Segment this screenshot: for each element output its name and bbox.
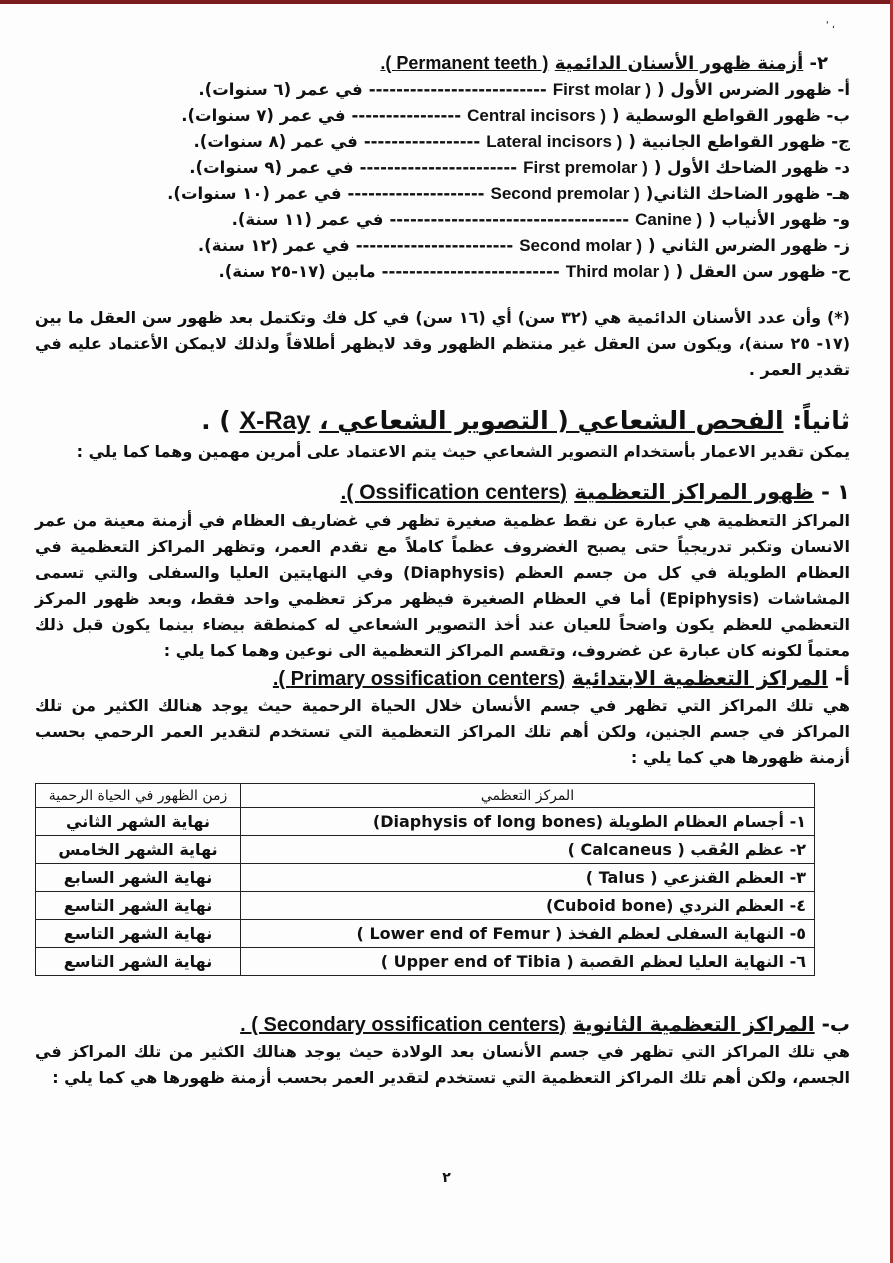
table-header-center: المركز التعظمي — [241, 784, 815, 808]
table-row — [36, 892, 815, 920]
tooth-dash-leader: ----------------------------------- — [389, 210, 630, 229]
tooth-dash-leader: -------------------------- — [381, 262, 560, 281]
ossification-paragraph: المراكز التعظمية هي عبارة عن نقط عظمية صغيرة تظهر في غضاريف العظام في أزمنة معينة من عمر الانسان وتكبر تدريجياً حتى يصبح الغضروف عظماً كاملاً مع تقدم العمر، وتظهر المراكز التعظمية في العظام الطويلة في كل من جسم العظم (Diaphysis) وفي النهايتين العليا والسفلى والتي تسمى المشاشات (Epiphysis) أما في العظام الصغيرة فيظهر مركز تعظمي واحد فقط، وبعد ظهور المركز التعظمي للعظم يكون واضحاً للعيان عند أخذ التصوير الشعاعي له كمنطقة بيضاء بينما يكون قبل ذلك معتماً لكونه كان عبارة عن غضروف، وتقسم المراكز التعظمية الى نوعين وهما كما يلي : — [35, 511, 850, 660]
tooth-arabic-name: أ- ظهور الضرس الأول ( — [657, 80, 850, 99]
ossification-center-cell: ١- أجسام العظام الطويلة (Diaphysis of long bones) — [241, 808, 815, 836]
heading-english: ( Permanent teeth ). — [380, 53, 549, 73]
tooth-english-name: Second premolar ) — [490, 184, 640, 203]
primary-heading-english: (Primary ossification centers ). — [272, 668, 566, 690]
ossification-heading-arabic: ظهور المراكز التعظمية — [574, 480, 814, 504]
primary-heading-letter: أ- — [827, 666, 850, 690]
appearance-time-cell: نهاية الشهر السابع — [36, 864, 241, 892]
tooth-arabic-name: ب- ظهور القواطع الوسطية ( — [611, 106, 850, 125]
primary-centers-table — [35, 783, 815, 976]
tooth-english-name: Third molar ) — [565, 262, 670, 281]
xray-title-label: ثانياً: — [792, 406, 850, 435]
corner-mark: ، ' — [825, 20, 835, 31]
tooth-english-name: Second molar ) — [519, 236, 643, 255]
tooth-age: مابين (١٧-٢٥ سنة). — [218, 262, 376, 281]
tooth-dash-leader: ----------------- — [363, 132, 481, 151]
heading-number: ٢- — [803, 53, 828, 74]
secondary-heading-letter: ب- — [814, 1012, 850, 1036]
ossification-center-cell: ٥- النهاية السفلى لعظم الفخذ ( Lower end of Femur ) — [241, 920, 815, 948]
tooth-age: في عمر (١١ سنة). — [231, 210, 384, 229]
xray-main-title — [35, 403, 850, 439]
tooth-english-name: First molar ) — [552, 80, 652, 99]
tooth-age: في عمر (٨ سنوات). — [193, 132, 358, 151]
teeth-list — [35, 77, 850, 285]
heading-arabic: أزمنة ظهور الأسنان الدائمية — [554, 53, 804, 74]
tooth-english-name: Central incisors ) — [467, 106, 606, 125]
xray-title-english: X-Ray — [239, 407, 311, 435]
tooth-dash-leader: ---------------- — [351, 106, 462, 125]
tooth-arabic-name: ج- ظهور القواطع الجانبية ( — [628, 132, 850, 151]
secondary-centers-heading — [35, 1010, 850, 1039]
secondary-heading-arabic: المراكز التعظمية الثانوية — [572, 1012, 815, 1036]
ossification-center-cell: ٢- عظم العُقب ( Calcaneus ) — [241, 836, 815, 864]
secondary-heading-english: (Secondary ossification centers ) . — [240, 1014, 566, 1036]
tooth-row — [35, 103, 850, 129]
tooth-row — [35, 129, 850, 155]
appearance-time-cell: نهاية الشهر الخامس — [36, 836, 241, 864]
appearance-time-cell: نهاية الشهر الثاني — [36, 808, 241, 836]
secondary-paragraph: هي تلك المراكز التي تظهر في جسم الأنسان بعد الولادة حيث يوجد هنالك الكثير من تلك المراكز في الجسم، ولكن أهم تلك المراكز التعظمية التي تستخدم لتقدير العمر بحسب أزمنة ظهورها هي كما يلي : — [35, 1042, 850, 1087]
table-row — [36, 948, 815, 976]
xray-intro-paragraph: يمكن تقدير الاعمار بأستخدام التصوير الشعاعي حيث يتم الاعتماد على أمرين مهمين وهما كما يلي : — [76, 442, 850, 461]
tooth-row — [35, 181, 850, 207]
appearance-time-cell: نهاية الشهر التاسع — [36, 920, 241, 948]
tooth-dash-leader: ----------------------- — [359, 158, 518, 177]
primary-paragraph: هي تلك المراكز التي تظهر في جسم الأنسان خلال الحياة الرحمية حيث يوجد هنالك الكثير من تلك المراكز في جسم الجنين، ولكن أهم تلك المراكز التعظمية التي تستخدم لتقدير العمر الرحمي بحسب أزمنة ظهورها هي كما يلي : — [35, 696, 850, 767]
tooth-english-name: First premolar ) — [523, 158, 648, 177]
table-header-row — [36, 784, 815, 808]
table-row — [36, 864, 815, 892]
tooth-dash-leader: ----------------------- — [355, 236, 514, 255]
tooth-row — [35, 233, 850, 259]
tooth-arabic-name: ز- ظهور الضرس الثاني ( — [648, 236, 850, 255]
tooth-age: في عمر (٩ سنوات). — [189, 158, 354, 177]
appearance-time-cell: نهاية الشهر التاسع — [36, 948, 241, 976]
primary-centers-heading — [35, 664, 850, 693]
table-body — [36, 808, 815, 976]
ossification-heading — [35, 477, 850, 508]
tooth-dash-leader: -------------------------- — [368, 80, 547, 99]
tooth-row — [35, 207, 850, 233]
tooth-age: في عمر (٦ سنوات). — [198, 80, 363, 99]
tooth-english-name: Lateral incisors ) — [486, 132, 623, 151]
ossification-heading-number: ١ - — [813, 480, 850, 504]
xray-title-arabic: الفحص الشعاعي ( التصوير الشعاعي ، — [319, 406, 784, 435]
tooth-row — [35, 259, 850, 285]
tooth-arabic-name: هـ- ظهور الضاحك الثاني( — [645, 184, 850, 203]
table-row — [36, 808, 815, 836]
teeth-note-paragraph: (*) وأن عدد الأسنان الدائمية هي (٣٢ سن) أي (١٦ سن) في كل فك وتكتمل بعد ظهور سن العقل ما بين (١٧- ٢٥ سنة)، ويكون سن العقل غير منتظم الظهور وقد لايظهر أطلاقاً ولذلك لايمكن الأعتماد عليه في تقدير العمر . — [35, 308, 851, 379]
tooth-arabic-name: و- ظهور الأنياب ( — [708, 210, 850, 229]
ossification-center-cell: ٦- النهاية العليا لعظم القصبة ( Upper end of Tibia ) — [241, 948, 815, 976]
tooth-age: في عمر (١٠ سنوات). — [167, 184, 342, 203]
xray-title-suffix: ) . — [201, 406, 231, 435]
tooth-row — [35, 77, 850, 103]
table-row — [36, 920, 815, 948]
tooth-row — [35, 155, 850, 181]
primary-heading-arabic: المراكز التعظمية الابتدائية — [572, 666, 828, 690]
tooth-english-name: Canine ) — [635, 210, 703, 229]
ossification-center-cell: ٣- العظم القنزعي ( Talus ) — [241, 864, 815, 892]
tooth-arabic-name: د- ظهور الضاحك الأول ( — [653, 158, 850, 177]
tooth-age: في عمر (٧ سنوات). — [181, 106, 346, 125]
page-number: ٢ — [442, 1170, 451, 1186]
document-page — [35, 50, 850, 1091]
permanent-teeth-heading — [35, 50, 828, 77]
tooth-arabic-name: ح- ظهور سن العقل ( — [675, 262, 850, 281]
table-header-time: زمن الظهور في الحياة الرحمية — [36, 784, 241, 808]
ossification-center-cell: ٤- العظم النردي (Cuboid bone) — [241, 892, 815, 920]
appearance-time-cell: نهاية الشهر التاسع — [36, 892, 241, 920]
tooth-age: في عمر (١٢ سنة). — [197, 236, 350, 255]
ossification-heading-english: (Ossification centers ). — [340, 481, 567, 504]
tooth-dash-leader: -------------------- — [347, 184, 485, 203]
table-row — [36, 836, 815, 864]
page-top-edge — [0, 0, 893, 4]
